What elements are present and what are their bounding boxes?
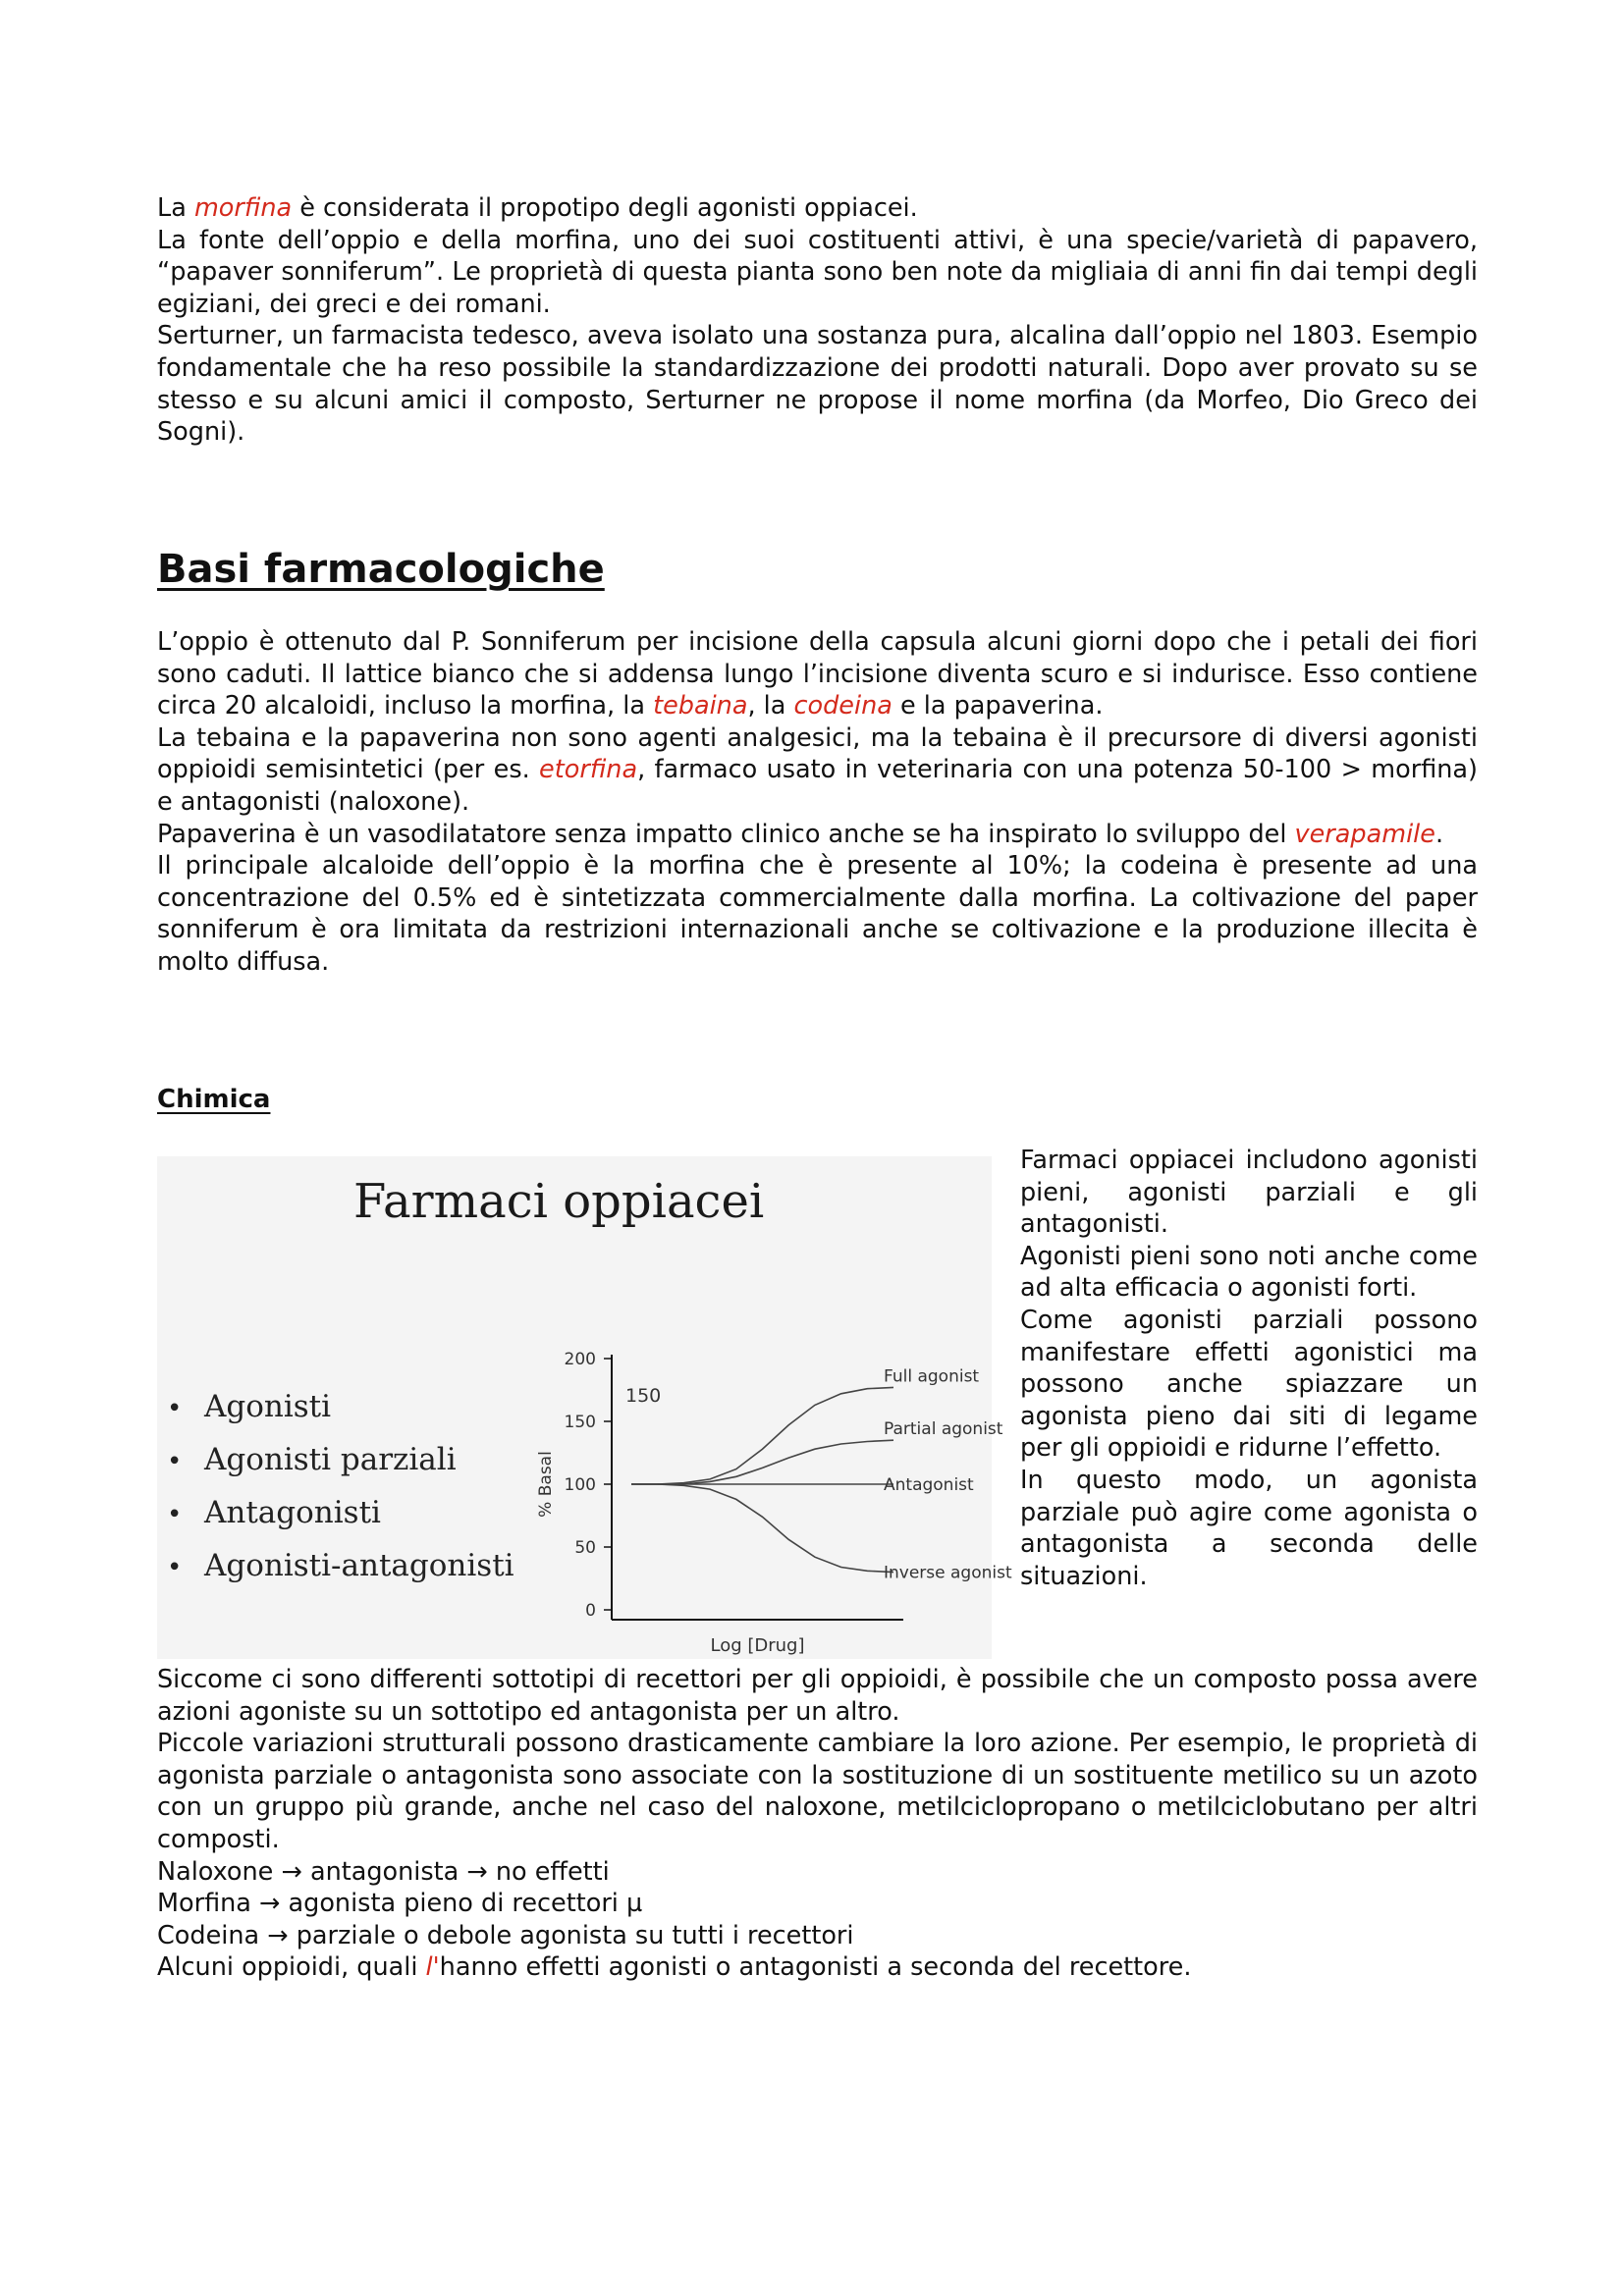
term-morfina: morfina (193, 193, 293, 223)
figure-title: Farmaci oppiacei (353, 1174, 765, 1229)
bullet-icon: • (167, 1447, 183, 1476)
chimica-line-alcuni: Alcuni oppioidi, quali l'hanno effetti agonisti o antagonisti a seconda del recettore. (157, 1952, 1192, 1983)
series-label: Full agonist (884, 1366, 980, 1387)
figure-bullet: • Agonisti (167, 1380, 514, 1433)
figure-bullet: • Agonisti-antagonisti (167, 1539, 514, 1592)
side-paragraph-2: Agonisti pieni sono noti anche come ad alta efficacia o agonisti forti. (1020, 1241, 1478, 1304)
chimica-line-codeina: Codeina → parziale o debole agonista su tutti i recettori (157, 1920, 854, 1950)
x-axis-label: Log [Drug] (710, 1635, 805, 1656)
y-tick-label: 150 (564, 1413, 596, 1432)
figure-bullet: • Antagonisti (167, 1486, 514, 1539)
chimica-line-morfina: Morfina → agonista pieno di recettori µ (157, 1889, 643, 1919)
side-paragraph-3: Come agonisti parziali possono manifestare effetti agonistici ma possono anche spiazzare un agonista pieno dai siti di legame per gli oppioidi e ridurne l’effetto. (1020, 1305, 1478, 1464)
intro-paragraph-1: La morfina è considerata il propotipo degli agonisti oppiacei. (157, 193, 918, 223)
section-heading: Basi farmacologiche (157, 547, 605, 592)
y-tick-label: 100 (564, 1475, 596, 1495)
bullet-icon: • (167, 1553, 183, 1582)
y-tick-label: 200 (564, 1350, 596, 1369)
chimica-heading: Chimica (157, 1085, 271, 1114)
side-paragraph-1: Farmaci oppiacei includono agonisti pieni, agonisti parziali e gli antagonisti. (1020, 1146, 1478, 1240)
section-body (157, 626, 1478, 979)
term-l: l' (425, 1952, 440, 1983)
intro-paragraph-3: Serturner, un farmacista tedesco, aveva isolato una sostanza pura, alcalina dall’oppio nel 1803. Esempio fondamentale che ha reso possibile la standardizzazione dei prodotti naturali. Dopo aver provato su se stesso e su alcuni amici il composto, Serturner ne propose il nome morfina (da Morfeo, Dio Greco dei Sogni). (157, 321, 1478, 448)
series-label: Antagonist (884, 1475, 974, 1495)
bullet-icon: • (167, 1500, 183, 1529)
term-verapamile: verapamile (1294, 819, 1435, 849)
chimica-body (157, 1664, 1478, 1984)
section-paragraph-3: Papaverina è un vasodilatatore senza impatto clinico anche se ha inspirato lo sviluppo del verapamile. (157, 819, 1444, 849)
side-paragraph-4: In questo modo, un agonista parziale può agire come agonista o antagonista a seconda delle situazioni. (1020, 1465, 1478, 1591)
term-tebaina: tebaina (653, 691, 748, 721)
section-paragraph-4: Il principale alcaloide dell’oppio è la morfina che è presente al 10%; la codeina è presente ad una concentrazione del 0.5% ed è sintetizzata commercialmente dalla morfina. La coltivazione del paper sonniferum è ora limitata da restrizioni internazionali anche se coltivazione e la produzione illecita è molto diffusa. (157, 851, 1478, 977)
bullet-icon: • (167, 1394, 183, 1423)
series-label: Partial agonist (884, 1419, 1003, 1440)
series-line-inverse-agonist (631, 1484, 893, 1573)
chart-annotation: 150 (625, 1385, 662, 1407)
series-label: Inverse agonist (884, 1563, 1012, 1583)
section-paragraph-2: La tebaina e la papaverina non sono agenti analgesici, ma la tebaina è il precursore di diversi agonisti oppioidi semisintetici (per es. etorfina, farmaco usato in veterinaria con una potenza 50-100 > morfina) e antagonisti (naloxone). (157, 722, 1478, 817)
section-paragraph-1: L’oppio è ottenuto dal P. Sonniferum per incisione della capsula alcuni giorni dopo che i petali dei fiori sono caduti. Il lattice bianco che si addensa lungo l’incisione diventa scuro e si indurisce. Esso contiene circa 20 alcaloidi, incluso la morfina, la tebaina, la codeina e la papaverina. (157, 627, 1478, 721)
figure-bullet: • Agonisti parziali (167, 1433, 514, 1486)
chimica-line-naloxone: Naloxone → antagonista → no effetti (157, 1856, 610, 1887)
y-tick-label: 0 (585, 1601, 596, 1621)
chimica-paragraph-1: Siccome ci sono differenti sottotipi di recettori per gli oppioidi, è possibile che un composto possa avere azioni agoniste su un sottotipo ed antagonista per un altro. (157, 1665, 1478, 1727)
figure-side-text (1020, 1145, 1478, 1592)
intro-paragraph-2: La fonte dell’oppio e della morfina, uno dei suoi costituenti attivi, è una specie/varietà di papavero, “papaver sonniferum”. Le proprietà di questa pianta sono ben note da migliaia di anni fin dai tempi degli egiziani, dei greci e dei romani. (157, 225, 1478, 319)
chimica-paragraph-2: Piccole variazioni strutturali possono drasticamente cambiare la loro azione. Per esempio, le proprietà di agonista parziale o antagonista sono associate con la sostituzione di un sostituente metilico su un azoto con un gruppo più grande, anche nel caso del naloxone, metilciclopropano o metilciclobutano per altri composti. (157, 1729, 1478, 1854)
term-codeina: codeina (793, 691, 893, 721)
y-axis-label: % Basal (536, 1451, 556, 1518)
dose-response-chart (157, 1156, 1012, 1659)
series-line-full-agonist (631, 1387, 893, 1484)
y-tick-label: 50 (574, 1538, 596, 1558)
series-line-partial-agonist (631, 1440, 893, 1484)
figure-farmaci-oppiacei (157, 1156, 1012, 1659)
section-heading-block (157, 546, 1478, 593)
chimica-heading-block (157, 1084, 1478, 1115)
intro-block (157, 192, 1478, 449)
term-etorfina: etorfina (539, 755, 638, 785)
